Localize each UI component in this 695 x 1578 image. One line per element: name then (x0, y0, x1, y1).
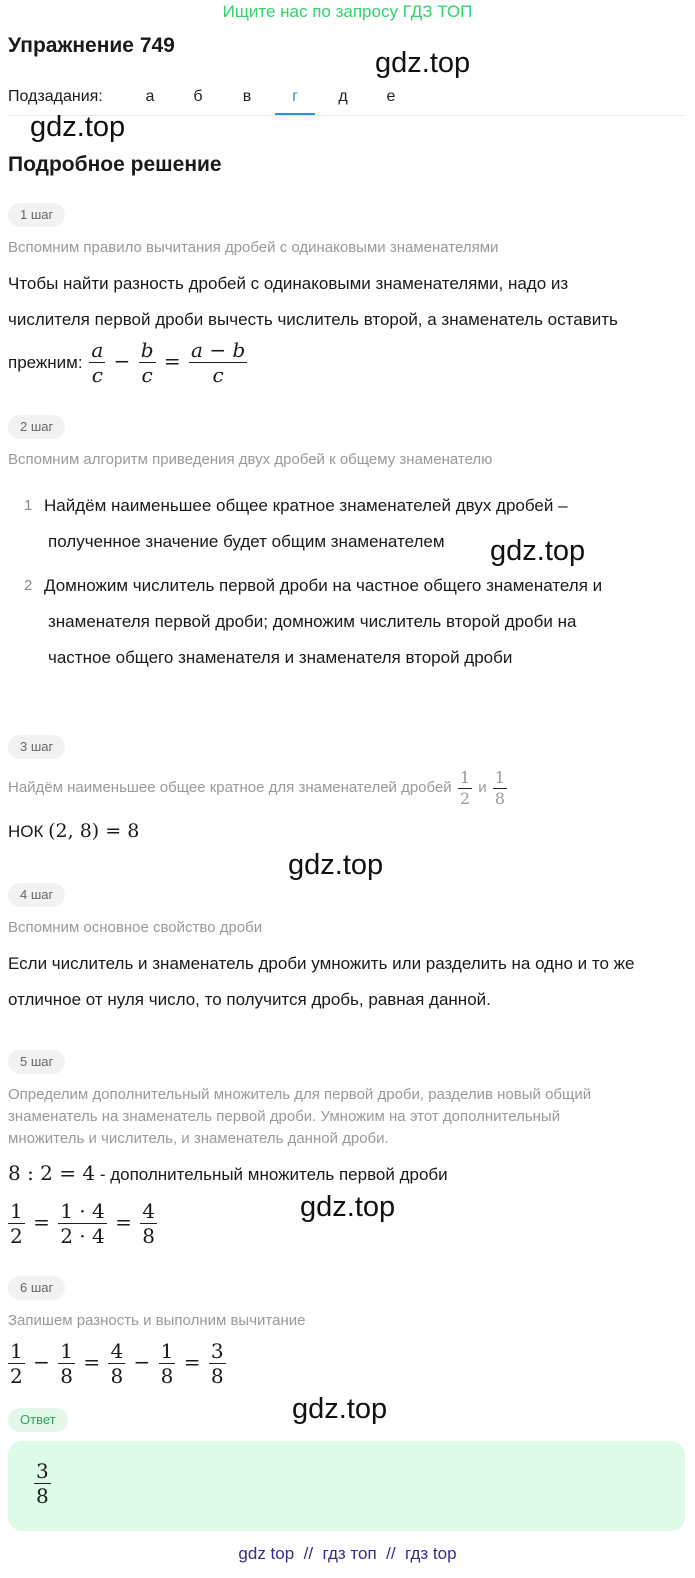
footer-separator: // (386, 1544, 396, 1563)
subtasks-label: Подзадания: (8, 88, 103, 105)
list-number: 2 (24, 577, 33, 594)
step-text: отличное от нуля число, то получится дробь, равная данной. (8, 990, 491, 1009)
fraction: $\frac{1}{8}$ (494, 767, 505, 808)
fraction: $\frac{4}{8}$ (142, 1199, 155, 1248)
step-text: Если числитель и знаменатель дроби умножить или разделить на одно и то же (8, 954, 635, 973)
step-hint-and: и (478, 779, 487, 796)
step-badge: 2 шаг (8, 415, 65, 439)
step-hint: Вспомним правило вычитания дробей с одинаковыми знаменателями (8, 239, 499, 256)
step-hint: Запишем разность и выполним вычитание (8, 1312, 306, 1329)
tab-d[interactable]: д (338, 88, 348, 105)
answer-box (8, 1441, 685, 1531)
step-text: числителя первой дроби вычесть числитель второй, а знаменатель оставить (8, 310, 618, 329)
footer-separator: // (303, 1544, 314, 1563)
watermark: gdz.top (292, 1393, 388, 1425)
factor-line (8, 1162, 448, 1186)
tab-a[interactable]: а (145, 88, 155, 105)
watermark: gdz.top (288, 849, 384, 881)
fraction: $\frac{b}{c}$ (140, 338, 154, 387)
step-badge: 4 шаг (8, 883, 65, 907)
footer-link[interactable]: gdz top (238, 1544, 295, 1563)
fraction: $\frac{a - b}{c}$ (191, 338, 246, 387)
tab-v[interactable]: в (242, 88, 252, 105)
list-item: знаменателя первой дроби; домножим числитель второй дроби на (48, 612, 577, 631)
step-badge: 5 шаг (8, 1050, 65, 1074)
section-title: Подробное решение (8, 153, 222, 176)
step-hint: Найдём наименьшее общее кратное для знаменателей дробей (8, 779, 452, 796)
factor-text: - дополнительный множитель первой дроби (95, 1165, 448, 1184)
formula-line (8, 336, 249, 386)
step-badge: 1 шаг (8, 203, 65, 227)
step-hint: множитель и числитель, и знаменатель данной дроби. (8, 1130, 389, 1147)
list-item: полученное значение будет общим знаменателем (48, 532, 445, 551)
watermark: gdz.top (30, 111, 126, 143)
answer-fraction (32, 1459, 53, 1508)
fraction: $\frac{3}{8}$ (36, 1459, 49, 1508)
fraction: $\frac{1 \cdot 4}{2 \cdot 4}$ (60, 1199, 105, 1248)
lcm-label: НОК (8, 822, 44, 841)
list-item: Найдём наименьшее общее кратное знаменателей двух дробей – (44, 496, 568, 515)
step-hint: Определим дополнительный множитель для первой дроби, разделив новый общий (8, 1086, 592, 1103)
watermark: gdz.top (300, 1191, 396, 1223)
tab-g[interactable]: г (292, 88, 298, 105)
fraction: $\frac{1}{2}$ (10, 1199, 23, 1248)
exercise-title: Упражнение 749 (8, 34, 175, 57)
fraction: $\frac{1}{8}$ (60, 1339, 73, 1388)
fraction: $\frac{1}{2}$ (459, 767, 471, 808)
fraction: $\frac{4}{8}$ (110, 1339, 124, 1388)
step-badge: 6 шаг (8, 1276, 65, 1300)
lcm-line (8, 820, 139, 843)
lcm-expression: (2, 8) = 8 (48, 820, 140, 842)
footer-link[interactable]: гдз топ (322, 1544, 377, 1563)
step-badge: 3 шаг (8, 735, 65, 759)
list-item: частное общего знаменателя и знаменателя второй дроби (48, 648, 513, 667)
step-hint: Вспомним алгоритм приведения двух дробей к общему знаменателю (8, 451, 493, 468)
fraction: $\frac{1}{8}$ (160, 1339, 174, 1388)
fraction: $\frac{a}{c}$ (91, 338, 104, 387)
step-hint: Вспомним основное свойство дроби (8, 919, 263, 936)
fraction: $\frac{3}{8}$ (210, 1339, 224, 1388)
factor-expression: 8 : 2 = 4 (8, 1161, 96, 1185)
footer-link[interactable]: гдз top (405, 1544, 457, 1563)
step-hint-line (8, 764, 509, 812)
watermark: gdz.top (490, 535, 586, 567)
search-banner[interactable]: Ищите нас по запросу ГДЗ ТОП (222, 2, 473, 21)
list-item: Домножим числитель первой дроби на частное общего знаменателя и (44, 576, 603, 595)
watermark: gdz.top (375, 47, 471, 79)
footer-links (0, 1542, 695, 1566)
tab-b[interactable]: б (193, 88, 203, 105)
step-text: Чтобы найти разность дробей с одинаковыми знаменателями, надо из (8, 274, 569, 293)
subtraction-formula: $\frac{a}{c}$ − $\frac{b}{c}$ = $\frac{a - b}{c}$ (91, 338, 246, 387)
list-number: 1 (24, 497, 33, 514)
fraction-expansion: $\frac{1}{2}$ = $\frac{1 \cdot 4}{2 \cdot 4}$ = $\frac{4}{8}$ (10, 1199, 155, 1248)
subtraction-result: $\frac{1}{2}$ − $\frac{1}{8}$ = $\frac{4}{8}$ − $\frac{1}{8}$ = $\frac{3}{8}$ (10, 1339, 224, 1388)
answer-badge: Ответ (8, 1408, 68, 1432)
fraction: $\frac{1}{2}$ (10, 1339, 23, 1388)
tab-e[interactable]: е (386, 88, 396, 105)
step-text: прежним: (8, 353, 83, 372)
step-hint: знаменатель на знаменатель первой дроби. Умножим на этот дополнительный (8, 1108, 561, 1125)
